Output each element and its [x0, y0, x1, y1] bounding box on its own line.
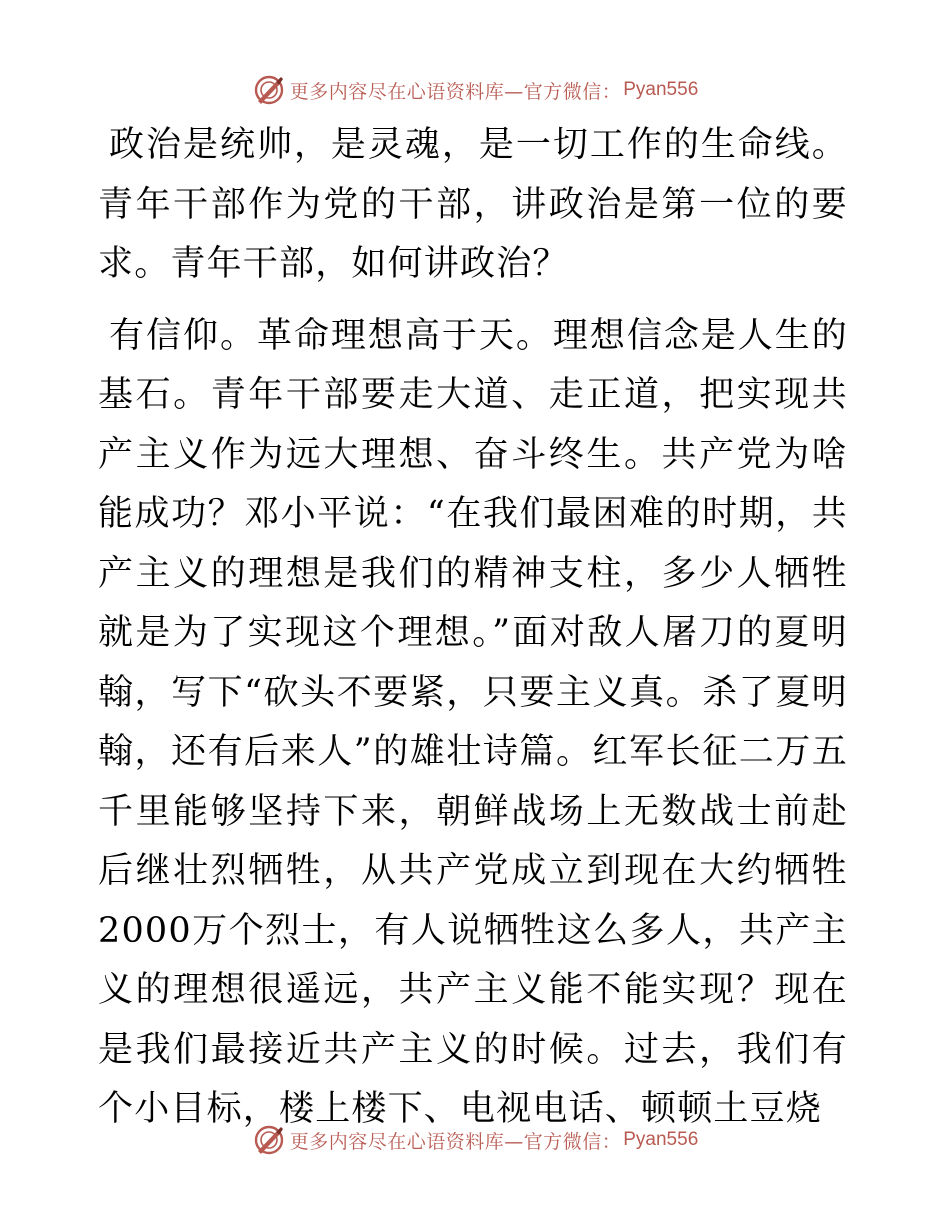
document-body	[98, 116, 848, 1140]
watermark-text: 更多内容尽在心语资料库—官方微信：	[289, 1130, 622, 1153]
header-watermark	[0, 70, 950, 110]
pen-logo-icon	[252, 1123, 286, 1157]
pen-logo-icon	[252, 73, 286, 107]
footer-watermark	[0, 1120, 950, 1160]
watermark-text: 更多内容尽在心语资料库—官方微信：	[289, 80, 622, 103]
watermark-wechat-handle: Pyan556	[623, 1129, 699, 1150]
paragraph-faith: 有信仰。革命理想高于天。理想信念是人生的基石。青年干部要走大道、走正道，把实现共产主义作为远大理想、奋斗终生。共产党为啥能成功？邓小平说：“在我们最困难的时期，共产主义的理想是我们的精神支柱，多少人牺牲就是为了实现这个理想。”面对敌人屠刀的夏明翰，写下“砍头不要紧，只要主义真。杀了夏明翰，还有后来人”的雄壮诗篇。红军长征二万五千里能够坚持下来，朝鲜战场上无数战士前赴后继壮烈牺牲，从共产党成立到现在大约牺牲2000万个烈士，有人说牺牲这么多人，共产主义的理想很遥远，共产主义能不能实现？现在是我们最接近共产主义的时候。过去，我们有个小目标，楼上楼下、电视电话、顿顿土豆烧	[98, 315, 848, 1129]
paragraph-intro: 政治是统帅，是灵魂，是一切工作的生命线。青年干部作为党的干部，讲政治是第一位的要求。青年干部，如何讲政治？	[98, 125, 848, 284]
watermark-wechat-handle: Pyan556	[623, 79, 699, 100]
